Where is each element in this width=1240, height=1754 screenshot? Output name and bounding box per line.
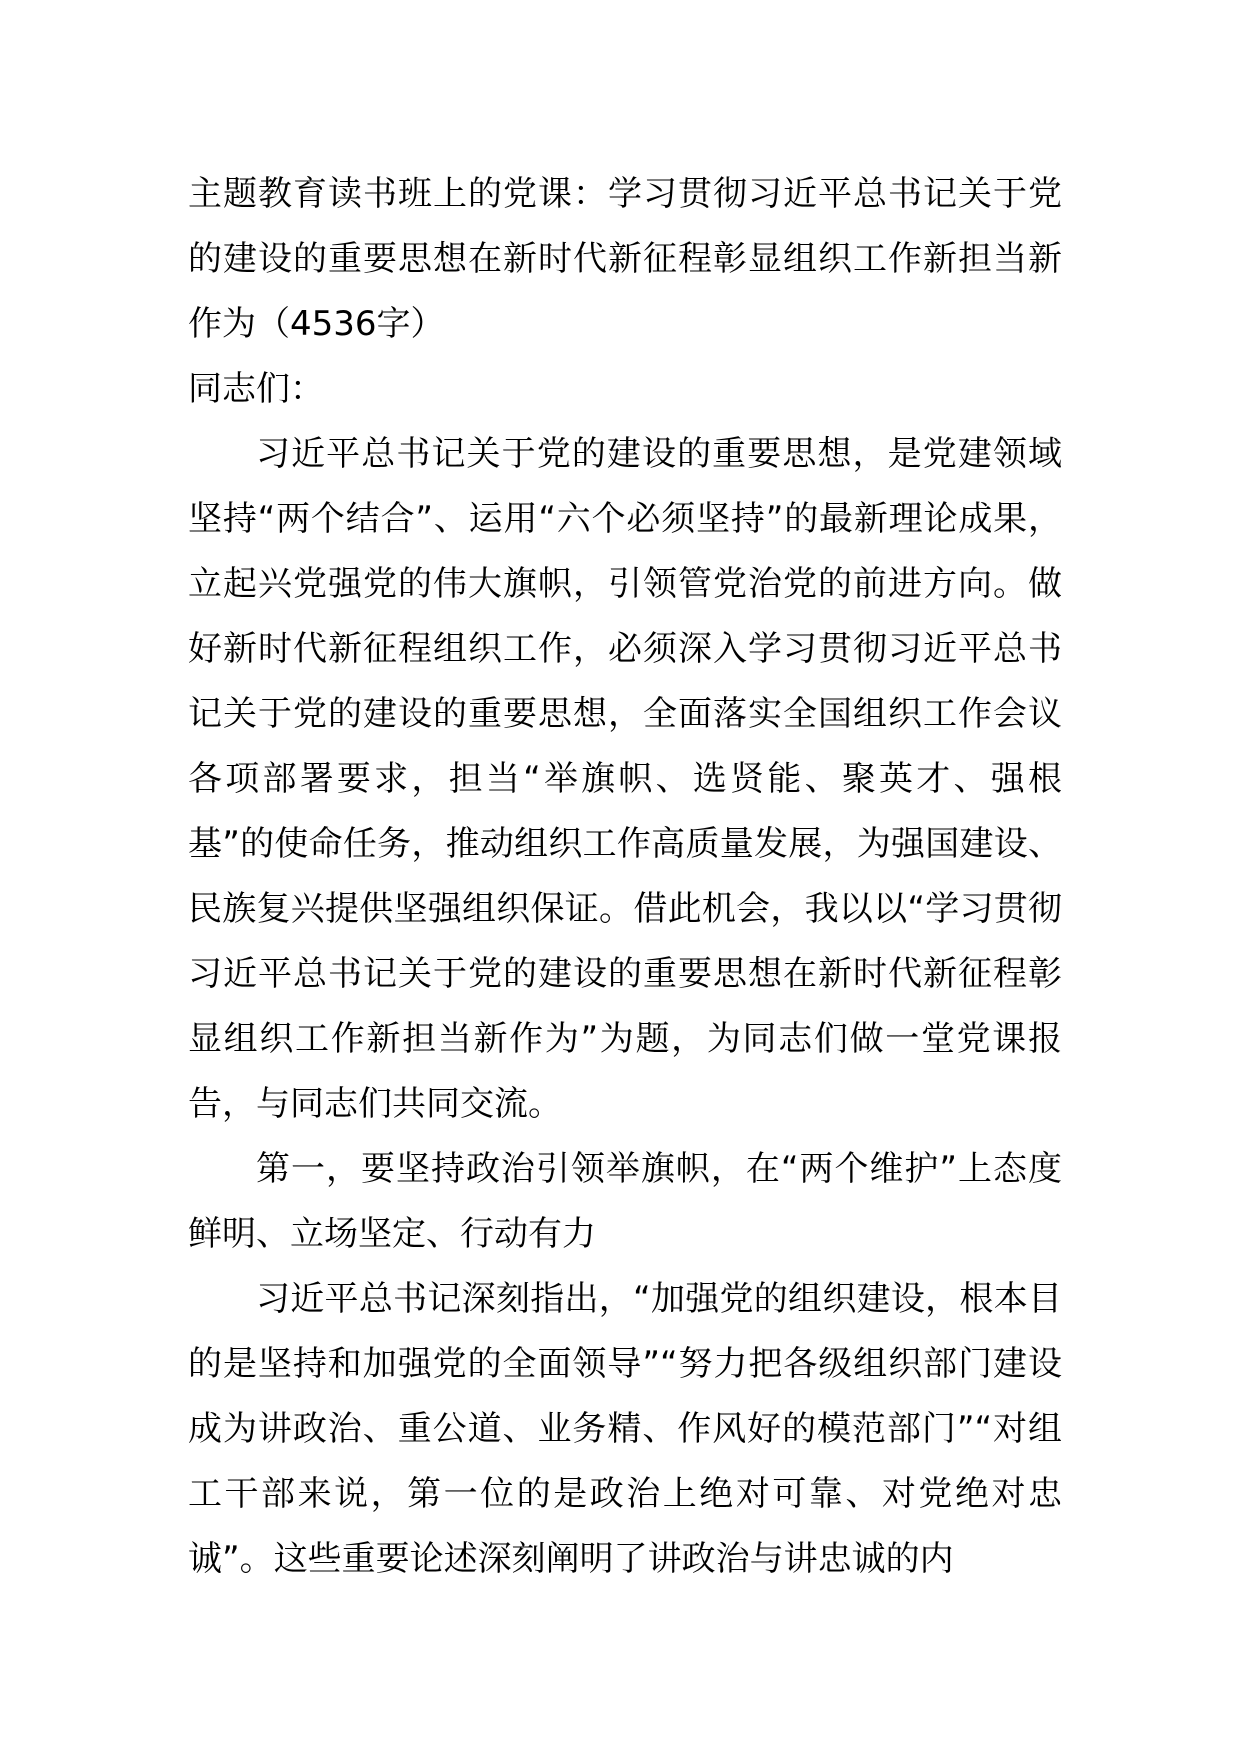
section-heading-1: 第一，要坚持政治引领举旗帜，在“两个维护”上态度鲜明、立场坚定、行动有力	[188, 1149, 1062, 1254]
intro-paragraph: 习近平总书记关于党的建设的重要思想，是党建领域坚持“两个结合”、运用“六个必须坚持”的最新理论成果，立起兴党强党的伟大旗帜，引领管党治党的前进方向。做好新时代新征程组织工作，必须深入学习贯彻习近平总书记关于党的建设的重要思想，全面落实全国组织工作会议各项部署要求，担当“举旗帜、选贤能、聚英才、强根基”的使命任务，推动组织工作高质量发展，为强国建设、民族复兴提供坚强组织保证。借此机会，我以以“学习贯彻习近平总书记关于党的建设的重要思想在新时代新征程彰显组织工作新担当新作为”为题，为同志们做一堂党课报告，与同志们共同交流。	[188, 434, 1062, 1124]
document-title: 主题教育读书班上的党课：学习贯彻习近平总书记关于党的建设的重要思想在新时代新征程彰显组织工作新担当新作为（4536字）	[188, 174, 1062, 344]
body-paragraph: 习近平总书记深刻指出，“加强党的组织建设，根本目的是坚持和加强党的全面领导”“努力把各级组织部门建设成为讲政治、重公道、业务精、作风好的模范部门”“对组工干部来说，第一位的是政治上绝对可靠、对党绝对忠诚”。这些重要论述深刻阐明了讲政治与讲忠诚的内	[188, 1279, 1062, 1579]
salutation: 同志们：	[188, 369, 324, 409]
document-body	[188, 162, 1062, 1592]
